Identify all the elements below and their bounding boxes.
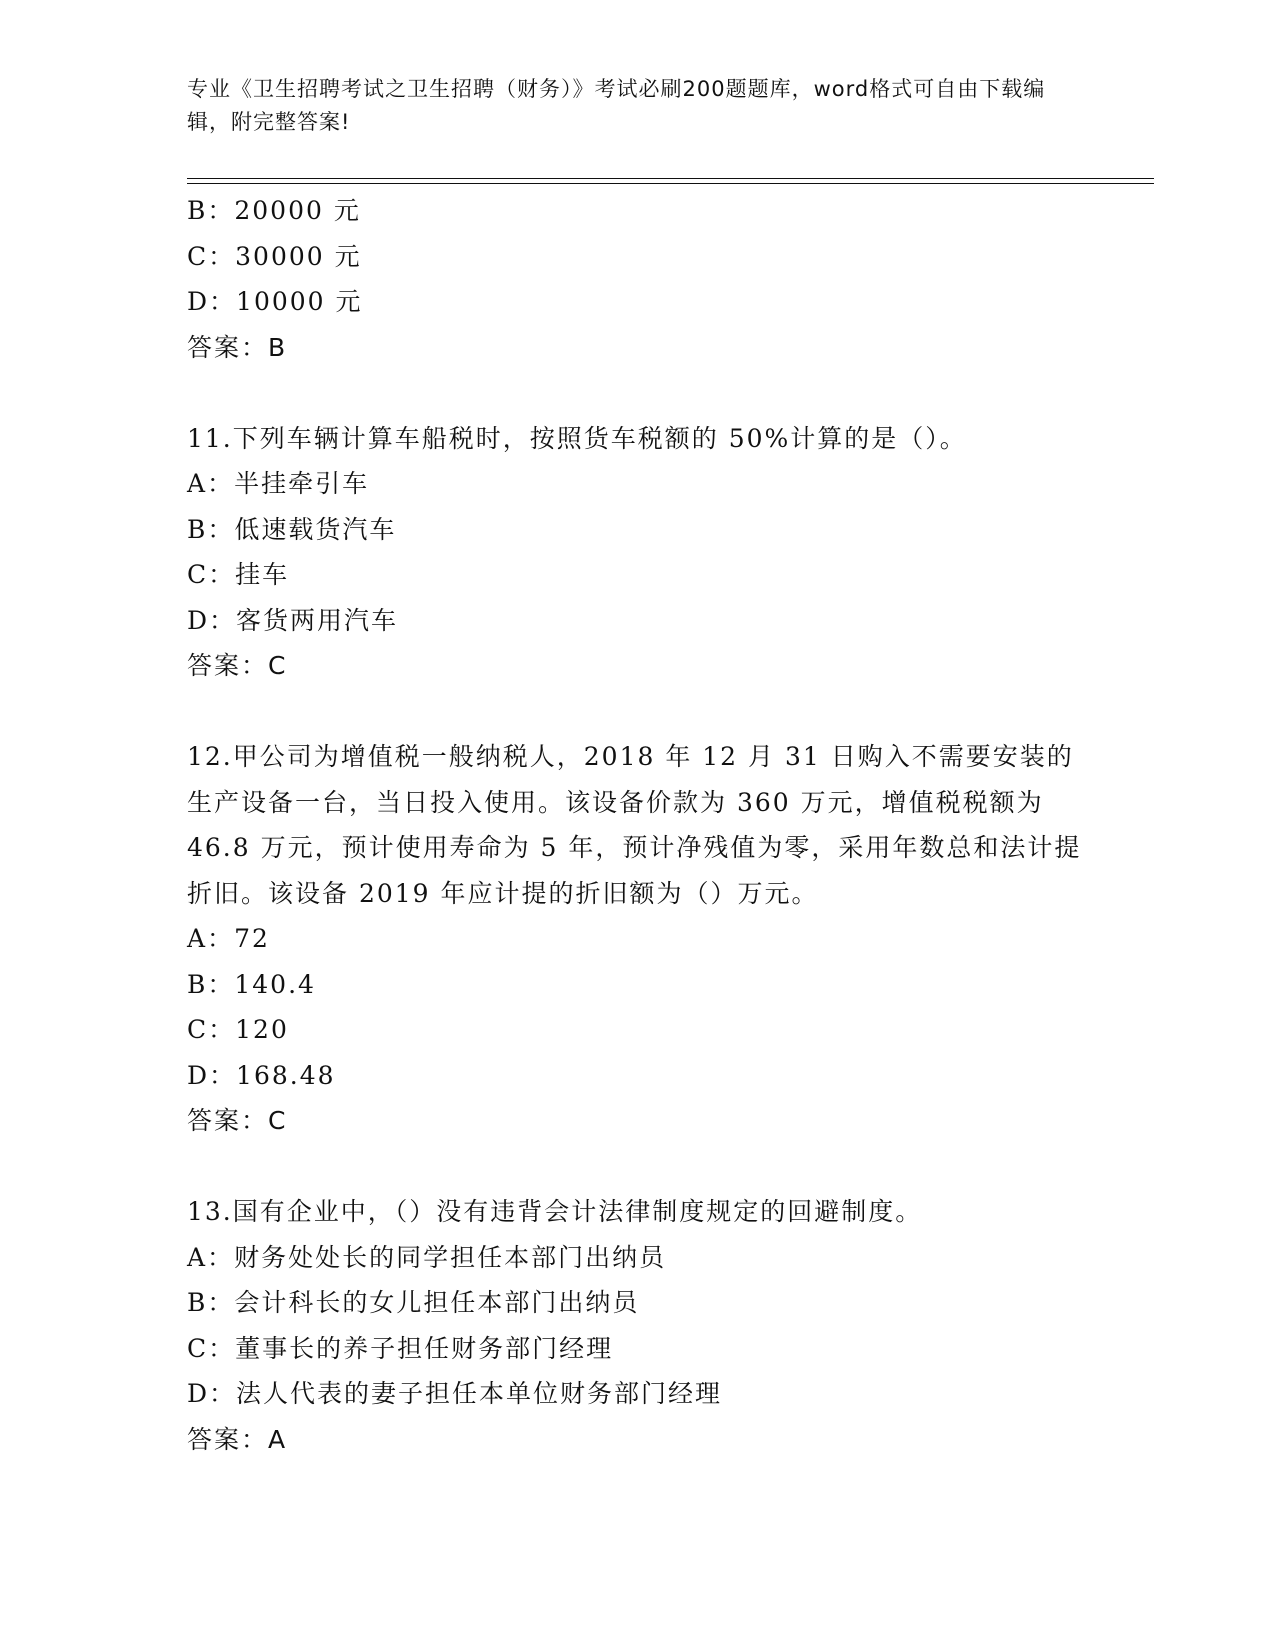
option-letter: C： bbox=[187, 560, 236, 589]
option-letter: A： bbox=[187, 924, 235, 953]
answer: 答案：B bbox=[187, 332, 288, 362]
question-11 bbox=[187, 416, 1087, 690]
answer: 答案：C bbox=[187, 1106, 288, 1135]
option-text: 客货两用汽车 bbox=[236, 605, 399, 635]
option-letter: A： bbox=[187, 469, 235, 498]
option-a bbox=[187, 916, 1087, 962]
option-text: 30000 元 bbox=[235, 241, 362, 271]
option-d bbox=[187, 279, 1087, 325]
option-text: 半挂牵引车 bbox=[234, 469, 370, 498]
option-text: 140.4 bbox=[234, 969, 316, 999]
spacer bbox=[187, 689, 1087, 734]
option-text: 会计科长的女儿担任本部门出纳员 bbox=[234, 1288, 640, 1317]
option-text: 168.48 bbox=[236, 1060, 336, 1090]
option-letter: B： bbox=[187, 196, 235, 225]
option-letter: D： bbox=[187, 1060, 237, 1090]
option-letter: C： bbox=[187, 1015, 236, 1044]
option-letter: C： bbox=[187, 241, 236, 271]
option-letter: D： bbox=[187, 605, 237, 635]
option-letter: D： bbox=[187, 1379, 237, 1408]
option-text: 120 bbox=[235, 1015, 289, 1044]
question-text: 13.国有企业中，（）没有违背会计法律制度规定的回避制度。 bbox=[187, 1197, 923, 1226]
option-letter: B： bbox=[187, 514, 235, 544]
question-13 bbox=[187, 1189, 1087, 1463]
option-text: 董事长的养子担任财务部门经理 bbox=[235, 1333, 614, 1363]
question-text: 11.下列车辆计算车船税时，按照货车税额的 50%计算的是（）。 bbox=[187, 423, 967, 453]
option-d bbox=[187, 1053, 1087, 1099]
answer: 答案：A bbox=[187, 1424, 288, 1454]
option-text: 挂车 bbox=[235, 560, 290, 589]
option-letter: C： bbox=[187, 1333, 236, 1363]
question-12 bbox=[187, 734, 1087, 1144]
option-text: 法人代表的妻子担任本单位财务部门经理 bbox=[236, 1379, 723, 1408]
partial-question bbox=[187, 188, 1087, 371]
option-b bbox=[187, 1280, 1087, 1326]
option-c bbox=[187, 1007, 1087, 1053]
header-divider-top bbox=[187, 178, 1154, 179]
question-text: 12.甲公司为增值税一般纳税人，2018 年 12 月 31 日购入不需要安装的生产设备一台，当日投入使用。该设备价款为 360 万元，增值税税额为 46.8 万元，预计使用寿命为 5 年，预计净残值为零，采用年数总和法计提折旧。该设备 2019 年应计提的折旧额为（）万元。 bbox=[187, 742, 1082, 908]
option-b bbox=[187, 507, 1087, 553]
option-d bbox=[187, 598, 1087, 644]
question-list bbox=[187, 188, 1087, 1463]
option-text: 10000 元 bbox=[236, 287, 363, 316]
option-letter: D： bbox=[187, 287, 237, 316]
option-b bbox=[187, 962, 1087, 1008]
option-letter: B： bbox=[187, 1288, 235, 1317]
option-a bbox=[187, 1235, 1087, 1281]
document-header: 专业《卫生招聘考试之卫生招聘（财务）》考试必刷200题题库，word格式可自由下载编辑，附完整答案! bbox=[187, 77, 1046, 134]
option-text: 财务处处长的同学担任本部门出纳员 bbox=[234, 1242, 667, 1272]
option-c bbox=[187, 552, 1087, 598]
option-letter: A： bbox=[187, 1242, 235, 1272]
option-d bbox=[187, 1371, 1087, 1417]
option-text: 低速载货汽车 bbox=[234, 514, 397, 544]
header-divider-bottom bbox=[187, 183, 1154, 184]
spacer bbox=[187, 1144, 1087, 1189]
spacer bbox=[187, 371, 1087, 416]
option-b bbox=[187, 188, 1087, 234]
option-c bbox=[187, 234, 1087, 280]
option-a bbox=[187, 461, 1087, 507]
option-text: 72 bbox=[234, 924, 270, 953]
option-letter: B： bbox=[187, 969, 235, 999]
option-text: 20000 元 bbox=[234, 196, 361, 225]
answer: 答案：C bbox=[187, 651, 288, 680]
option-c bbox=[187, 1326, 1087, 1372]
